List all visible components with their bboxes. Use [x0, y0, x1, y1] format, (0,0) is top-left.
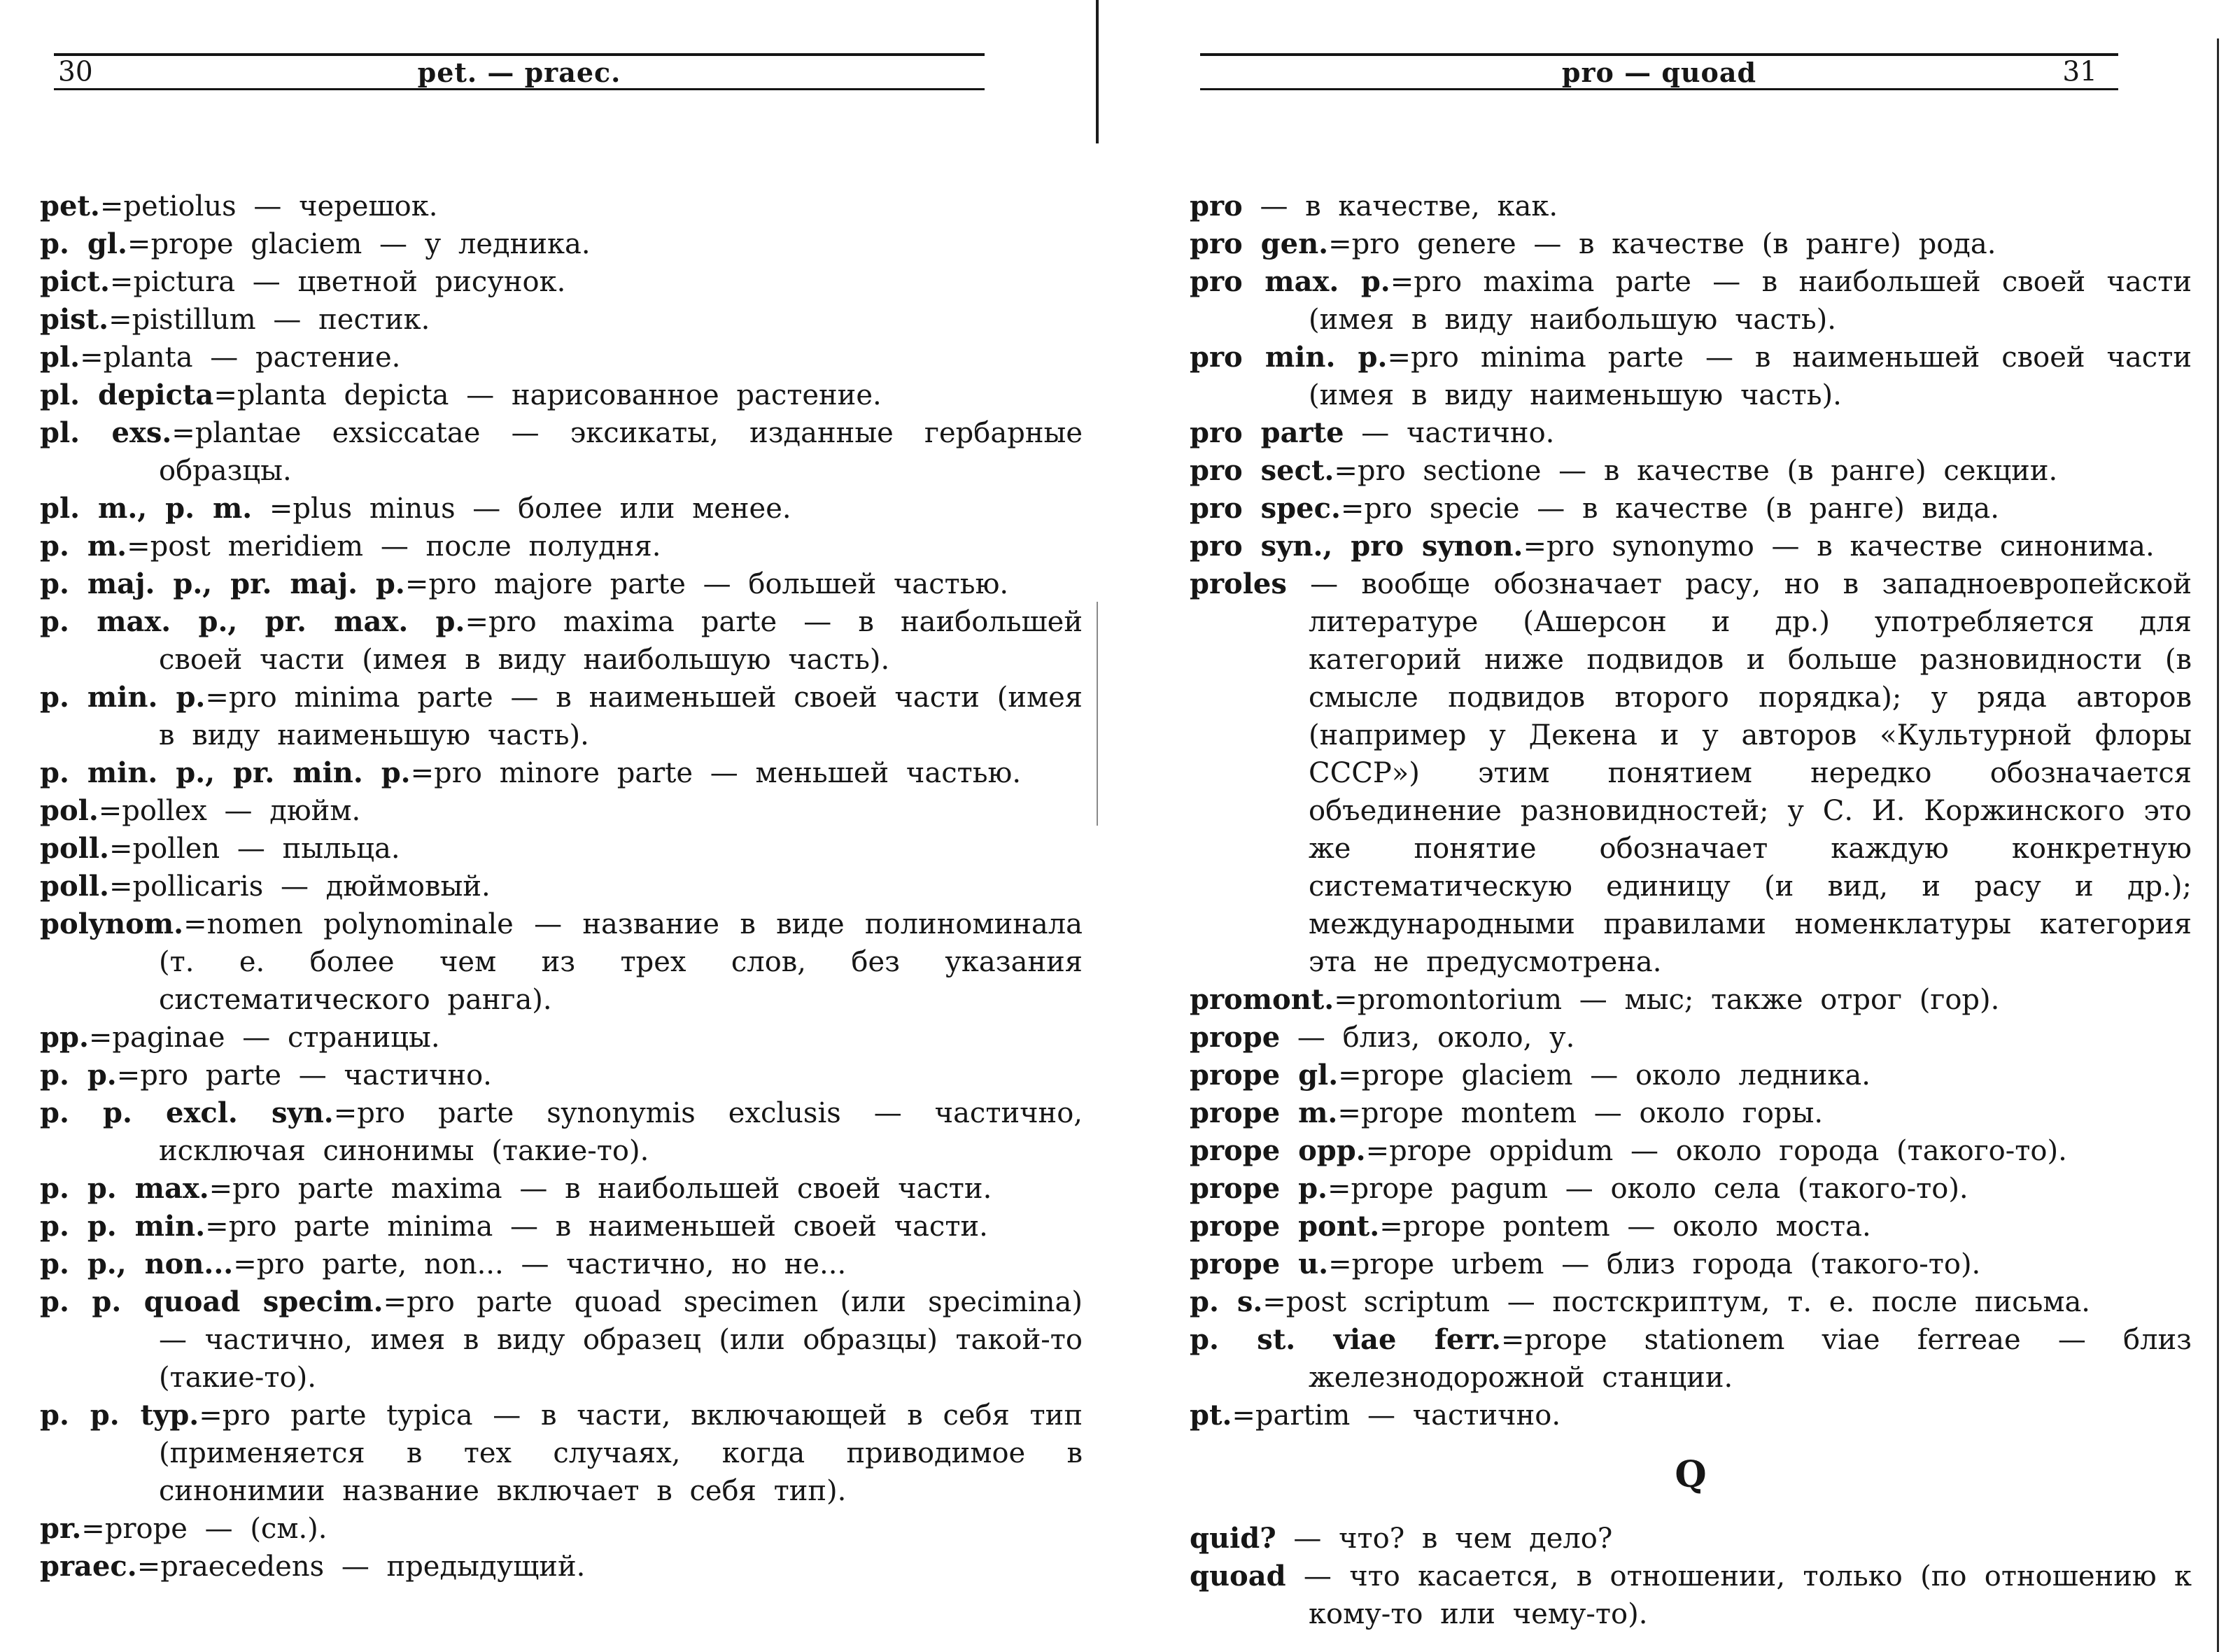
- entry-definition: =promontorium — мыс; также отрог (гор).: [1334, 984, 2000, 1016]
- dictionary-entry: [40, 376, 1083, 414]
- entry-definition: =pro maxima parte — в наибольшей своей части (имея в виду наибольшую часть).: [1309, 266, 2192, 336]
- entry-abbreviation: prope u.: [1190, 1248, 1329, 1280]
- dictionary-entry: [40, 1094, 1083, 1170]
- dictionary-entry: [1190, 1094, 2192, 1132]
- section-heading-q: Q: [1675, 1453, 1707, 1496]
- entry-abbreviation: poll.: [40, 832, 109, 865]
- entry-definition: =pro specie — в качестве (в ранге) вида.: [1340, 493, 1999, 525]
- dictionary-entry: [1190, 1397, 2192, 1434]
- entry-definition: — что? в чем дело?: [1276, 1523, 1613, 1555]
- entry-definition: =partim — частично.: [1232, 1399, 1561, 1432]
- entry-definition: =petiolus — черешок.: [99, 190, 438, 223]
- left-page-number: 30: [58, 56, 93, 88]
- entry-definition: — что касается, в отношении, только (по отношению к кому-то или чему-то).: [1285, 1560, 2192, 1630]
- entry-abbreviation: p. gl.: [40, 227, 127, 260]
- left-running-head: pet. — praec.: [417, 56, 621, 88]
- entry-abbreviation: p. s.: [1190, 1285, 1263, 1318]
- entry-definition: =pollex — дюйм.: [98, 795, 361, 827]
- entry-definition: =pro majore parte — большей частью.: [404, 568, 1009, 600]
- dictionary-entry: [1190, 414, 2192, 452]
- entry-abbreviation: p. st. viae ferr.: [1190, 1323, 1501, 1356]
- entry-abbreviation: poll.: [40, 870, 109, 903]
- dictionary-entry: [1190, 225, 2192, 263]
- entry-definition: =prope urbem — близ города (такого-то).: [1328, 1248, 1981, 1280]
- entry-abbreviation: proles: [1190, 567, 1287, 600]
- entry-definition: =pro genere — в качестве (в ранге) рода.: [1328, 228, 1996, 260]
- entry-abbreviation: pl. m., p. m.: [40, 492, 253, 525]
- entry-definition: =pro parte synonymis exclusis — частично, исключая синонимы (такие-то).: [159, 1097, 1083, 1167]
- entry-abbreviation: quoad: [1190, 1560, 1286, 1593]
- dictionary-entry: [40, 1057, 1083, 1094]
- book-gutter-line: [1096, 0, 1099, 143]
- dictionary-entry: [40, 414, 1083, 490]
- entry-abbreviation: pro parte: [1190, 416, 1344, 449]
- dictionary-entry: [40, 263, 1083, 301]
- entry-definition: — близ, около, у.: [1280, 1022, 1575, 1054]
- right-page-body: [1190, 188, 2192, 1633]
- entry-abbreviation: pro gen.: [1190, 227, 1329, 260]
- entry-definition: =prope glaciem — у ледника.: [127, 228, 591, 260]
- dictionary-entry: [1190, 1208, 2192, 1245]
- entry-abbreviation: pro max. p.: [1190, 265, 1390, 298]
- page-edge-line: [2217, 38, 2219, 1652]
- entry-abbreviation: pro syn., pro synon.: [1190, 530, 1523, 563]
- dictionary-entry: [40, 1510, 1083, 1548]
- dictionary-entry: [40, 603, 1083, 679]
- entry-abbreviation: p. m.: [40, 530, 127, 563]
- dictionary-entry: [40, 565, 1083, 603]
- entry-definition: =prope glaciem — около ледника.: [1338, 1059, 1871, 1092]
- entry-definition: =prope montem — около горы.: [1337, 1097, 1824, 1129]
- entry-definition: =pro minore parte — меньшей частью.: [410, 757, 1022, 789]
- entry-abbreviation: pro: [1190, 190, 1243, 223]
- entry-definition: =plantae exsiccatae — эксикаты, изданные гербарные образцы.: [159, 417, 1083, 487]
- entry-abbreviation: pro spec.: [1190, 492, 1341, 525]
- right-running-head: pro — quoad: [1561, 56, 1757, 88]
- entry-definition: =prope pontem — около моста.: [1379, 1210, 1871, 1243]
- dictionary-entry: [1190, 339, 2192, 414]
- dictionary-entry: [1190, 263, 2192, 339]
- entry-abbreviation: p. max. p., pr. max. p.: [40, 605, 465, 638]
- entry-definition: =pro parte maxima — в наибольшей своей части.: [209, 1173, 992, 1205]
- entry-abbreviation: pp.: [40, 1021, 89, 1054]
- entry-definition: =pro minima parte — в наименьшей своей части (имея в виду наименьшую часть).: [1309, 341, 2192, 411]
- entry-abbreviation: pl. depicta: [40, 379, 214, 411]
- dictionary-entry: [40, 754, 1083, 792]
- entry-abbreviation: p. p. excl. syn.: [40, 1096, 334, 1129]
- entry-abbreviation: prope opp.: [1190, 1134, 1366, 1167]
- entry-definition: =pictura — цветной рисунок.: [109, 266, 566, 298]
- dictionary-entry: [1190, 452, 2192, 490]
- entry-abbreviation: pt.: [1190, 1399, 1232, 1432]
- dictionary-entry: [40, 1019, 1083, 1057]
- entry-abbreviation: pro sect.: [1190, 454, 1334, 487]
- entry-abbreviation: p. min. p.: [40, 681, 206, 714]
- entry-definition: =pro sectione — в качестве (в ранге) секции.: [1334, 455, 2058, 487]
- dictionary-entry: [1190, 565, 2192, 981]
- entry-abbreviation: pol.: [40, 794, 99, 827]
- entry-definition: =prope pagum — около села (такого-то).: [1327, 1173, 1968, 1205]
- dictionary-entry: [40, 301, 1083, 339]
- entry-abbreviation: p. p. typ.: [40, 1399, 199, 1432]
- dictionary-entry: [1190, 490, 2192, 528]
- entry-definition: =pro parte, non... — частично, но не...: [233, 1248, 847, 1280]
- right-page-entries: [1190, 188, 2192, 1434]
- entry-definition: =pro parte minima — в наименьшей своей части.: [205, 1210, 988, 1243]
- dictionary-entry: [40, 528, 1083, 565]
- entry-definition: =pistillum — пестик.: [108, 304, 430, 336]
- entry-abbreviation: p. p. max.: [40, 1172, 209, 1205]
- dictionary-entry: [40, 1283, 1083, 1397]
- dictionary-entry: [40, 792, 1083, 830]
- dictionary-entry: [40, 188, 1083, 225]
- entry-definition: =planta — растение.: [80, 341, 401, 374]
- dictionary-entry: [1190, 1170, 2192, 1208]
- dictionary-entry: [1190, 1321, 2192, 1397]
- book-gutter-line-faint: [1097, 602, 1098, 826]
- entry-abbreviation: pl. exs.: [40, 416, 172, 449]
- right-page-q-entries: [1190, 1520, 2192, 1633]
- entry-abbreviation: p. p. min.: [40, 1210, 206, 1243]
- entry-abbreviation: pist.: [40, 303, 109, 336]
- dictionary-entry: [1190, 981, 2192, 1019]
- dictionary-entry: [40, 339, 1083, 376]
- dictionary-entry: [1190, 188, 2192, 225]
- entry-definition: =pro parte — частично.: [116, 1059, 492, 1092]
- dictionary-entry: [40, 1548, 1083, 1586]
- entry-abbreviation: promont.: [1190, 983, 1334, 1016]
- dictionary-entry: [1190, 1019, 2192, 1057]
- left-page-header: [54, 53, 985, 90]
- dictionary-entry: [1190, 528, 2192, 565]
- dictionary-entry: [40, 1397, 1083, 1510]
- dictionary-entry: [1190, 1245, 2192, 1283]
- dictionary-entry: [40, 905, 1083, 1019]
- entry-definition: =plus minus — более или менее.: [252, 493, 791, 525]
- dictionary-entry: [40, 830, 1083, 868]
- right-page-header: [1200, 53, 2118, 90]
- entry-definition: =post scriptum — постскриптум, т. е. после письма.: [1262, 1286, 2091, 1318]
- right-page-number: 31: [2062, 56, 2097, 88]
- left-page-entries: [40, 188, 1083, 1586]
- entry-definition: =pollen — пыльца.: [108, 833, 400, 865]
- entry-definition: =prope stationem viae ferreae — близ железнодорожной станции.: [1309, 1324, 2192, 1394]
- entry-definition: =praecedens — предыдущий.: [136, 1551, 586, 1583]
- entry-definition: =nomen polynominale — название в виде полиноминала (т. е. более чем из трех слов, без указания систематического ранга).: [159, 908, 1083, 1016]
- entry-abbreviation: prope: [1190, 1021, 1281, 1054]
- entry-abbreviation: p. p.: [40, 1059, 117, 1092]
- entry-abbreviation: p. p. quoad specim.: [40, 1285, 383, 1318]
- dictionary-entry: [40, 490, 1083, 528]
- entry-definition: =post meridiem — после полудня.: [127, 530, 661, 563]
- entry-abbreviation: prope pont.: [1190, 1210, 1380, 1243]
- entry-definition: =prope oppidum — около города (такого-то).: [1365, 1135, 2067, 1167]
- entry-abbreviation: pict.: [40, 265, 110, 298]
- entry-definition: =pro parte typica — в части, включающей в себя тип (применяется в тех случаях, когда приводимое в синонимии название включает в себя тип).: [159, 1399, 1083, 1507]
- entry-abbreviation: prope gl.: [1190, 1059, 1339, 1092]
- entry-abbreviation: pet.: [40, 190, 100, 223]
- entry-definition: — частично.: [1344, 417, 1555, 449]
- entry-definition: — в качестве, как.: [1242, 190, 1558, 223]
- entry-definition: =pro minima parte — в наименьшей своей части (имея в виду наименьшую часть).: [159, 682, 1083, 751]
- dictionary-entry: [40, 1245, 1083, 1283]
- entry-abbreviation: p. p., non...: [40, 1248, 234, 1280]
- entry-abbreviation: prope m.: [1190, 1096, 1338, 1129]
- entry-definition: — вообще обозначает расу, но в западноевропейской литературе (Ашерсон и др.) употребляется для категорий ниже подвидов и больше разновидности (в смысле подвидов второго порядка); у ряда авторов (например у Декена и у авторов «Культурной флоры СССР») этим понятием нередко обозначается объединение разновидностей; у С. И. Коржинского это же понятие обозначает каждую конкретную систематическую единицу (и вид, и расу и др.); международными правилами номенклатуры категория эта не предусмотрена.: [1286, 568, 2192, 978]
- entry-definition: =pro synonymo — в качестве синонима.: [1523, 530, 2155, 563]
- dictionary-entry: [40, 1208, 1083, 1245]
- entry-definition: =planta depicta — нарисованное растение.: [213, 379, 882, 411]
- dictionary-entry: [1190, 1283, 2192, 1321]
- entry-definition: =prope — (см.).: [81, 1513, 327, 1545]
- entry-definition: =pollicaris — дюймовый.: [108, 870, 491, 903]
- entry-abbreviation: pl.: [40, 341, 80, 374]
- dictionary-entry: [1190, 1558, 2192, 1633]
- entry-abbreviation: prope p.: [1190, 1172, 1327, 1205]
- entry-abbreviation: pr.: [40, 1512, 82, 1545]
- dictionary-entry: [40, 225, 1083, 263]
- entry-definition: =pro maxima parte — в наибольшей своей части (имея в виду наибольшую часть).: [159, 606, 1083, 676]
- entry-abbreviation: pro min. p.: [1190, 341, 1388, 374]
- entry-abbreviation: praec.: [40, 1550, 137, 1583]
- entry-definition: =pro parte quoad specimen (или specimina) — частично, имея в виду образец (или образцы) такой-то (такие-то).: [159, 1286, 1083, 1394]
- dictionary-entry: [1190, 1132, 2192, 1170]
- dictionary-entry: [40, 1170, 1083, 1208]
- dictionary-entry: [40, 679, 1083, 754]
- entry-abbreviation: polynom.: [40, 908, 184, 940]
- entry-definition: =paginae — страницы.: [88, 1022, 440, 1054]
- dictionary-entry: [1190, 1520, 2192, 1558]
- dictionary-entry: [1190, 1057, 2192, 1094]
- entry-abbreviation: quid?: [1190, 1522, 1276, 1555]
- dictionary-entry: [40, 868, 1083, 905]
- entry-abbreviation: p. min. p., pr. min. p.: [40, 756, 411, 789]
- entry-abbreviation: p. maj. p., pr. maj. p.: [40, 567, 405, 600]
